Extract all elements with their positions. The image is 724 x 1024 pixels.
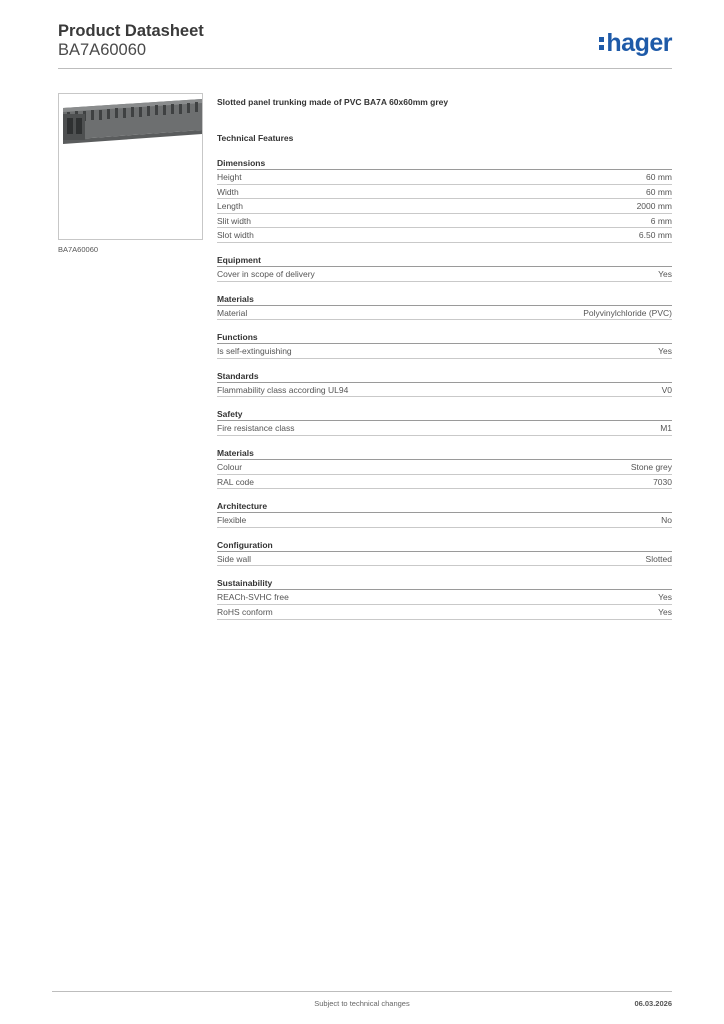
group-title: Dimensions xyxy=(217,158,672,170)
feature-group xyxy=(217,540,672,567)
feature-value: Yes xyxy=(658,606,672,617)
feature-row xyxy=(217,421,672,436)
feature-key: Side wall xyxy=(217,553,252,564)
feature-row xyxy=(217,460,672,475)
group-title: Functions xyxy=(217,332,672,344)
feature-row xyxy=(217,214,672,229)
feature-row xyxy=(217,383,672,398)
feature-value: M1 xyxy=(660,423,672,434)
group-title: Configuration xyxy=(217,540,672,552)
feature-value: V0 xyxy=(661,384,672,395)
trunking-product-icon xyxy=(59,94,202,239)
group-title: Safety xyxy=(217,409,672,421)
footer-divider xyxy=(52,991,672,992)
feature-row xyxy=(217,344,672,359)
feature-key: Length xyxy=(217,201,243,212)
feature-group xyxy=(217,332,672,359)
group-title: Architecture xyxy=(217,501,672,513)
group-title: Materials xyxy=(217,294,672,306)
feature-value: Yes xyxy=(658,592,672,603)
feature-group xyxy=(217,255,672,282)
feature-value: 6 mm xyxy=(650,215,672,226)
feature-value: Polyvinylchloride (PVC) xyxy=(583,307,672,318)
feature-value: 2000 mm xyxy=(636,201,672,212)
page-title: Product Datasheet xyxy=(58,22,204,40)
feature-key: Cover in scope of delivery xyxy=(217,268,315,279)
image-caption: BA7A60060 xyxy=(58,245,99,254)
hager-logo: hager xyxy=(599,28,672,57)
feature-groups xyxy=(217,158,672,620)
feature-value: Yes xyxy=(658,268,672,279)
feature-key: Colour xyxy=(217,461,243,472)
group-title: Sustainability xyxy=(217,578,672,590)
product-description: Slotted panel trunking made of PVC BA7A 60x60mm grey xyxy=(217,97,449,107)
page-header xyxy=(58,22,672,68)
group-title: Equipment xyxy=(217,255,672,267)
feature-value: No xyxy=(661,515,672,526)
feature-group xyxy=(217,371,672,398)
feature-row xyxy=(217,552,672,567)
feature-row xyxy=(217,605,672,620)
feature-value: Slotted xyxy=(645,553,672,564)
feature-key: RoHS conform xyxy=(217,606,273,617)
feature-group xyxy=(217,578,672,619)
feature-value: Stone grey xyxy=(630,461,672,472)
feature-key: Flammability class according UL94 xyxy=(217,384,349,395)
feature-value: 6.50 mm xyxy=(638,230,672,241)
feature-group xyxy=(217,158,672,243)
group-title: Standards xyxy=(217,371,672,383)
feature-value: Yes xyxy=(658,346,672,357)
feature-row xyxy=(217,199,672,214)
logo-dots-icon xyxy=(599,34,604,53)
feature-key: Material xyxy=(217,307,248,318)
article-number: BA7A60060 xyxy=(58,41,147,59)
feature-key: REACh-SVHC free xyxy=(217,592,289,603)
feature-row xyxy=(217,306,672,321)
feature-row xyxy=(217,475,672,490)
group-title: Materials xyxy=(217,448,672,460)
feature-value: 7030 xyxy=(653,476,672,487)
feature-value: 60 mm xyxy=(646,172,672,182)
feature-group xyxy=(217,409,672,436)
feature-row xyxy=(217,267,672,282)
feature-row xyxy=(217,170,672,185)
feature-row xyxy=(217,228,672,243)
feature-group xyxy=(217,501,672,528)
feature-group xyxy=(217,294,672,321)
feature-key: Width xyxy=(217,186,239,197)
technical-features-heading: Technical Features xyxy=(217,133,294,143)
product-image xyxy=(58,93,203,240)
header-divider xyxy=(58,68,672,69)
feature-key: Slit width xyxy=(217,215,252,226)
feature-row xyxy=(217,185,672,200)
datasheet-content xyxy=(217,96,672,620)
feature-row xyxy=(217,513,672,528)
feature-key: Height xyxy=(217,172,242,182)
feature-key: RAL code xyxy=(217,476,255,487)
feature-value: 60 mm xyxy=(646,186,672,197)
footer-date: 06.03.2026 xyxy=(634,999,672,1008)
feature-key: Is self-extinguishing xyxy=(217,346,292,357)
footer-note: Subject to technical changes xyxy=(314,999,410,1008)
feature-key: Fire resistance class xyxy=(217,423,295,434)
feature-key: Flexible xyxy=(217,515,247,526)
feature-key: Slot width xyxy=(217,230,254,241)
feature-group xyxy=(217,448,672,489)
feature-row xyxy=(217,590,672,605)
